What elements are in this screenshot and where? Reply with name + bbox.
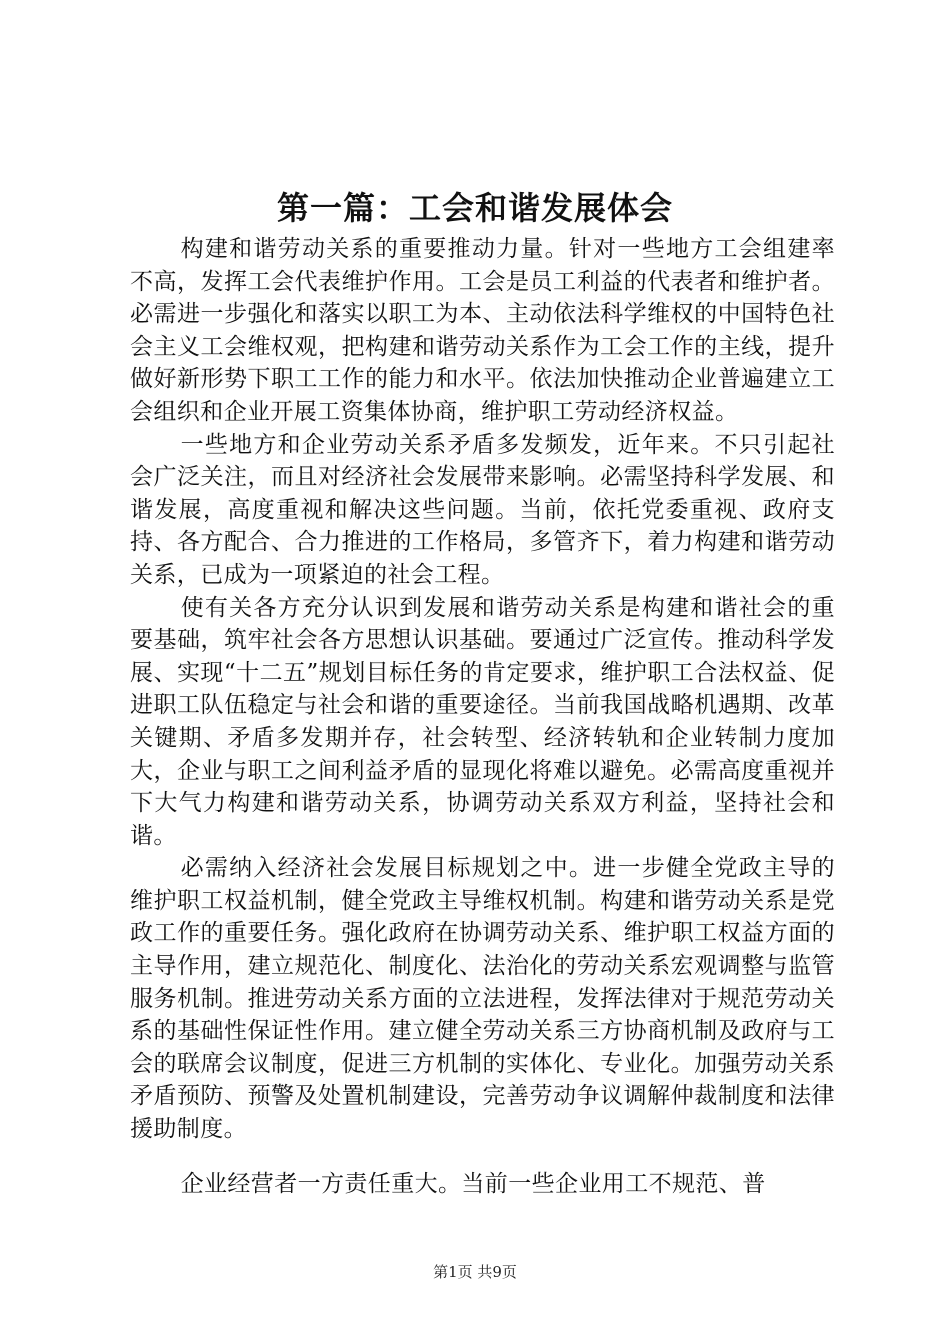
paragraph-4: 必需纳入经济社会发展目标规划之中。进一步健全党政主导的维护职工权益机制，健全党政主导维权机制。构建和谐劳动关系是党政工作的重要任务。强化政府在协调劳动关系、维护职工权益方面的主导作用，建立规范化、制度化、法治化的劳动关系宏观调整与监管服务机制。推进劳动关系方面的立法进程，发挥法律对于规范劳动关系的基础性保证性作用。建立健全劳动关系三方协商机制及政府与工会的联席会议制度，促进三方机制的实体化、专业化。加强劳动关系矛盾预防、预警及处置机制建设，完善劳动争议调解仲裁制度和法律援助制度。 [130,855,835,1143]
document-body [130,233,835,1200]
document-title: 第一篇：工会和谐发展体会 [276,189,673,227]
page-number-footer: 第1页 共9页 [433,1263,517,1281]
paragraph-1: 构建和谐劳动关系的重要推动力量。针对一些地方工会组建率不高，发挥工会代表维护作用。工会是员工利益的代表者和维护者。必需进一步强化和落实以职工为本、主动依法科学维权的中国特色社会主义工会维权观，把构建和谐劳动关系作为工会工作的主线，提升做好新形势下职工工作的能力和水平。依法加快推动企业普遍建立工会组织和企业开展工资集体协商，维护职工劳动经济权益。 [130,236,835,425]
paragraph-2: 一些地方和企业劳动关系矛盾多发频发，近年来。不只引起社会广泛关注，而且对经济社会发展带来影响。必需坚持科学发展、和谐发展，高度重视和解决这些问题。当前，依托党委重视、政府支持、各方配合、合力推进的工作格局，多管齐下，着力构建和谐劳动关系，已成为一项紧迫的社会工程。 [130,431,835,588]
paragraph-5: 企业经营者一方责任重大。当前一些企业用工不规范、普 [180,1170,766,1197]
paragraph-3: 使有关各方充分认识到发展和谐劳动关系是构建和谐社会的重要基础，筑牢社会各方思想认识基础。要通过广泛宣传。推动科学发展、实现“十二五”规划目标任务的肯定要求，维护职工合法权益、促进职工队伍稳定与社会和谐的重要途径。当前我国战略机遇期、改革关键期、矛盾多发期并存，社会转型、经济转轨和企业转制力度加大，企业与职工之间利益矛盾的显现化将难以避免。必需高度重视并下大气力构建和谐劳动关系，协调劳动关系双方利益，坚持社会和谐。 [130,594,835,849]
